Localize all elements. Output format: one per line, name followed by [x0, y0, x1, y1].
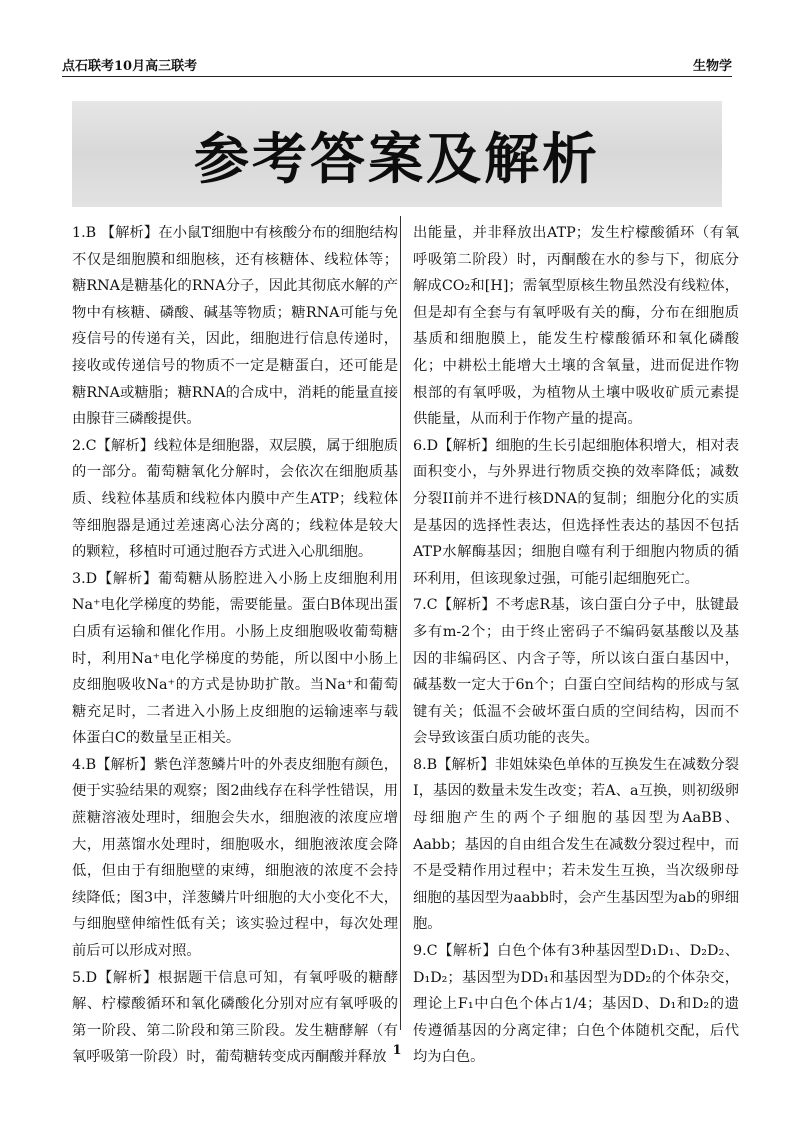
- answer-4: 4.B【解析】紫色洋葱鳞片叶的外表皮细胞有颜色，便于实验结果的观察；图2曲线存在科学性错误，用蔗糖溶液处理时，细胞会失水，细胞液的浓度应增大，用蒸馏水处理时，细胞吸水，细胞液浓度会降低，但由于有细胞壁的束缚，细胞液的浓度不会持续降低；图3中，洋葱鳞片叶细胞的大小变化不大，与细胞壁伸缩性低有关；该实验过程中，每次处理前后可以形成对照。: [72, 756, 398, 960]
- answer-9: 9.C【解析】白色个体有3种基因型D₁D₁、D₂D₂、D₁D₂；基因型为DD₁和基因型为DD₂的个体杂交，理论上F₁中白色个体占1/4；基因D、D₁和D₂的遗传遵循基因的分离定律；白色个体随机交配，后代均为白色。: [413, 943, 739, 1066]
- right-column: [413, 220, 739, 1071]
- header-rule: [62, 76, 732, 77]
- title-banner: [72, 101, 722, 207]
- column-divider: [400, 216, 401, 1030]
- page-header: [62, 52, 732, 74]
- left-column: [72, 220, 398, 1071]
- answer-6: 6.D【解析】细胞的生长引起细胞体积增大，相对表面积变小，与外界进行物质交换的效率降低；减数分裂II前并不进行核DNA的复制；细胞分化的实质是基因的选择性表达，但选择性表达的基因不包括ATP水解酶基因；细胞自噬有利于细胞内物质的循环利用，但该现象过强，可能引起细胞死亡。: [413, 437, 739, 587]
- page-number: 1: [392, 1043, 402, 1058]
- answer-8: 8.B【解析】非姐妹染色单体的互换发生在减数分裂I，基因的数量未发生改变；若A、a互换，则初级卵母细胞产生的两个子细胞的基因型为AaBB、Aabb；基因的自由组合发生在减数分裂过程中，而不是受精作用过程中；若未发生互换，当次级卵母细胞的基因型为aabb时，会产生基因型为ab的卵细胞。: [413, 756, 739, 933]
- answer-1: 1.B 【解析】在小鼠T细胞中有核酸分布的细胞结构不仅是细胞膜和细胞核，还有核糖体、线粒体等；糖RNA是糖基化的RNA分子，因此其彻底水解的产物中有核糖、磷酸、碱基等物质；糖RNA可能与免疫信号的传递有关，因此，细胞进行信息传递时，接收或传递信号的物质不一定是糖蛋白，还可能是糖RNA或糖脂；糖RNA的合成中，消耗的能量直接由腺苷三磷酸提供。: [72, 225, 398, 428]
- header-subject: 生物学: [692, 59, 732, 74]
- answer-5-continued: 出能量，并非释放出ATP；发生柠檬酸循环（有氧呼吸第二阶段）时，丙酮酸在水的参与下，彻底分解成CO₂和[H]；需氧型原核生物虽然没有线粒体，但是却有全套与有氧呼吸有关的酶，分布在细胞质基质和细胞膜上，能发生柠檬酸循环和氧化磷酸化；中耕松土能增大土壤的含氧量，进而促进作物根部的有氧呼吸，为植物从土壤中吸收矿质元素提供能量，从而利于作物产量的提高。: [413, 225, 739, 428]
- answer-3: 3.D【解析】葡萄糖从肠腔进入小肠上皮细胞利用Na⁺电化学梯度的势能，需要能量。蛋白B体现出蛋白质有运输和催化作用。小肠上皮细胞吸收葡萄糖时，利用Na⁺电化学梯度的势能，所以图中小肠上皮细胞吸收Na⁺的方式是协助扩散。当Na⁺和葡萄糖充足时，二者进入小肠上皮细胞的运输速率与载体蛋白C的数量呈正相关。: [72, 570, 398, 747]
- answer-5: 5.D【解析】根据题干信息可知，有氧呼吸的糖酵解、柠檬酸循环和氧化磷酸化分别对应有氧呼吸的第一阶段、第二阶段和第三阶段。发生糖酵解（有氧呼吸第一阶段）时，葡萄糖转变成丙酮酸并释放: [72, 969, 398, 1066]
- answer-2: 2.C【解析】线粒体是细胞器，双层膜，属于细胞质的一部分。葡萄糖氧化分解时，会依次在细胞质基质、线粒体基质和线粒体内膜中产生ATP；线粒体等细胞器是通过差速离心法分离的；线粒体是较大的颗粒，移植时可通过胞吞方式进入心肌细胞。: [72, 437, 398, 561]
- page-title: 参考答案及解析: [193, 126, 600, 191]
- answer-7: 7.C【解析】不考虑R基，该白蛋白分子中，肽键最多有m-2个；由于终止密码子不编码氨基酸以及基因的非编码区、内含子等，所以该白蛋白基因中，碱基数一定大于6n个；白蛋白空间结构的形成与氢键有关；低温不会破坏蛋白质的空间结构，因而不会导致该蛋白质功能的丧失。: [413, 597, 739, 747]
- header-exam-name: 点石联考10月高三联考: [62, 59, 198, 74]
